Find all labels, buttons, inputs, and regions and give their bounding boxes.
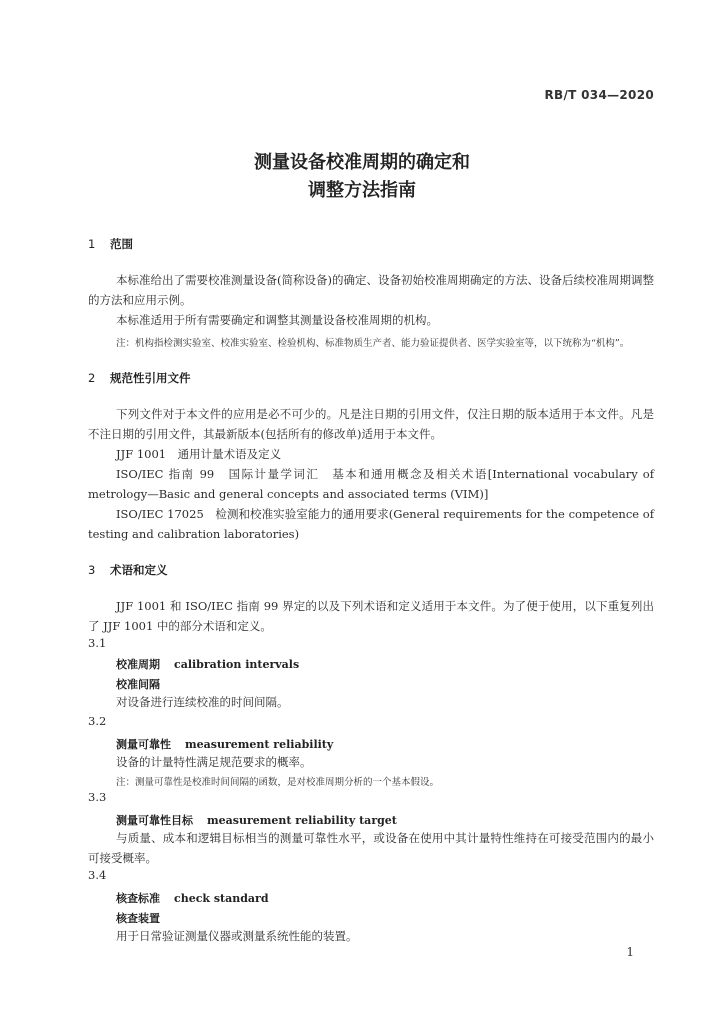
reference-iso-iec-guide-99: ISO/IEC 指南 99 国际计量学词汇 基本和通用概念及相关术语[International vocabulary of metrology—Basic and general concepts and associated terms (VIM)]: [88, 467, 654, 501]
section-1-note: 注：机构指检测实验室、校准实验室、检验机构、标准物质生产者、能力验证提供者、医学实验室等，以下统称为“机构”。: [116, 338, 630, 349]
term-definition: 设备的计量特性满足规范要求的概率。: [116, 755, 312, 769]
term-heading: 测量可靠性目标 measurement reliability target: [116, 814, 397, 827]
reference-iso-iec-17025: ISO/IEC 17025 检测和校准实验室能力的通用要求(General requirements for the competence of testing and calibration laboratories): [88, 507, 654, 541]
term-heading: 核查标准 check standard: [116, 892, 269, 905]
term-alternative: 核查装置: [116, 912, 160, 925]
clause-number: 3.4: [88, 868, 107, 882]
page-number: 1: [626, 945, 634, 959]
title-line-2: 调整方法指南: [308, 180, 416, 201]
clause-number: 3.1: [88, 636, 107, 650]
section-3-paragraph-1: JJF 1001 和 ISO/IEC 指南 99 界定的以及下列术语和定义适用于本文件。为了便于使用，以下重复列出了 JJF 1001 中的部分术语和定义。: [88, 599, 654, 633]
clause-number: 3.2: [88, 714, 107, 728]
clause-number: 3.3: [88, 790, 107, 804]
standard-code: RB/T 034—2020: [544, 88, 654, 102]
reference-jjf-1001: JJF 1001 通用计量术语及定义: [116, 447, 282, 461]
term-heading: 测量可靠性 measurement reliability: [116, 738, 334, 751]
section-1-paragraph-2: 本标准适用于所有需要确定和调整其测量设备校准周期的机构。: [116, 313, 438, 327]
term-note: 注：测量可靠性是校准时间间隔的函数，是对校准周期分析的一个基本假设。: [116, 777, 440, 788]
section-3-heading: 3 术语和定义: [88, 563, 168, 577]
section-2-paragraph-1: 下列文件对于本文件的应用是必不可少的。凡是注日期的引用文件，仅注日期的版本适用于本文件。凡是不注日期的引用文件，其最新版本(包括所有的修改单)适用于本文件。: [88, 407, 654, 441]
title-line-1: 测量设备校准周期的确定和: [254, 152, 470, 173]
section-1-paragraph-1: 本标准给出了需要校准测量设备(简称设备)的确定、设备初始校准周期确定的方法、设备后续校准周期调整的方法和应用示例。: [88, 273, 654, 307]
term-alternative: 校准间隔: [116, 678, 160, 691]
term-definition: 与质量、成本和逻辑目标相当的测量可靠性水平，或设备在使用中其计量特性维持在可接受范围内的最小可接受概率。: [88, 831, 654, 865]
section-1-heading: 1 范围: [88, 237, 133, 251]
term-heading: 校准周期 calibration intervals: [116, 658, 300, 671]
term-definition: 对设备进行连续校准的时间间隔。: [116, 695, 289, 709]
term-definition: 用于日常验证测量仪器或测量系统性能的装置。: [116, 929, 358, 943]
section-2-heading: 2 规范性引用文件: [88, 371, 191, 385]
